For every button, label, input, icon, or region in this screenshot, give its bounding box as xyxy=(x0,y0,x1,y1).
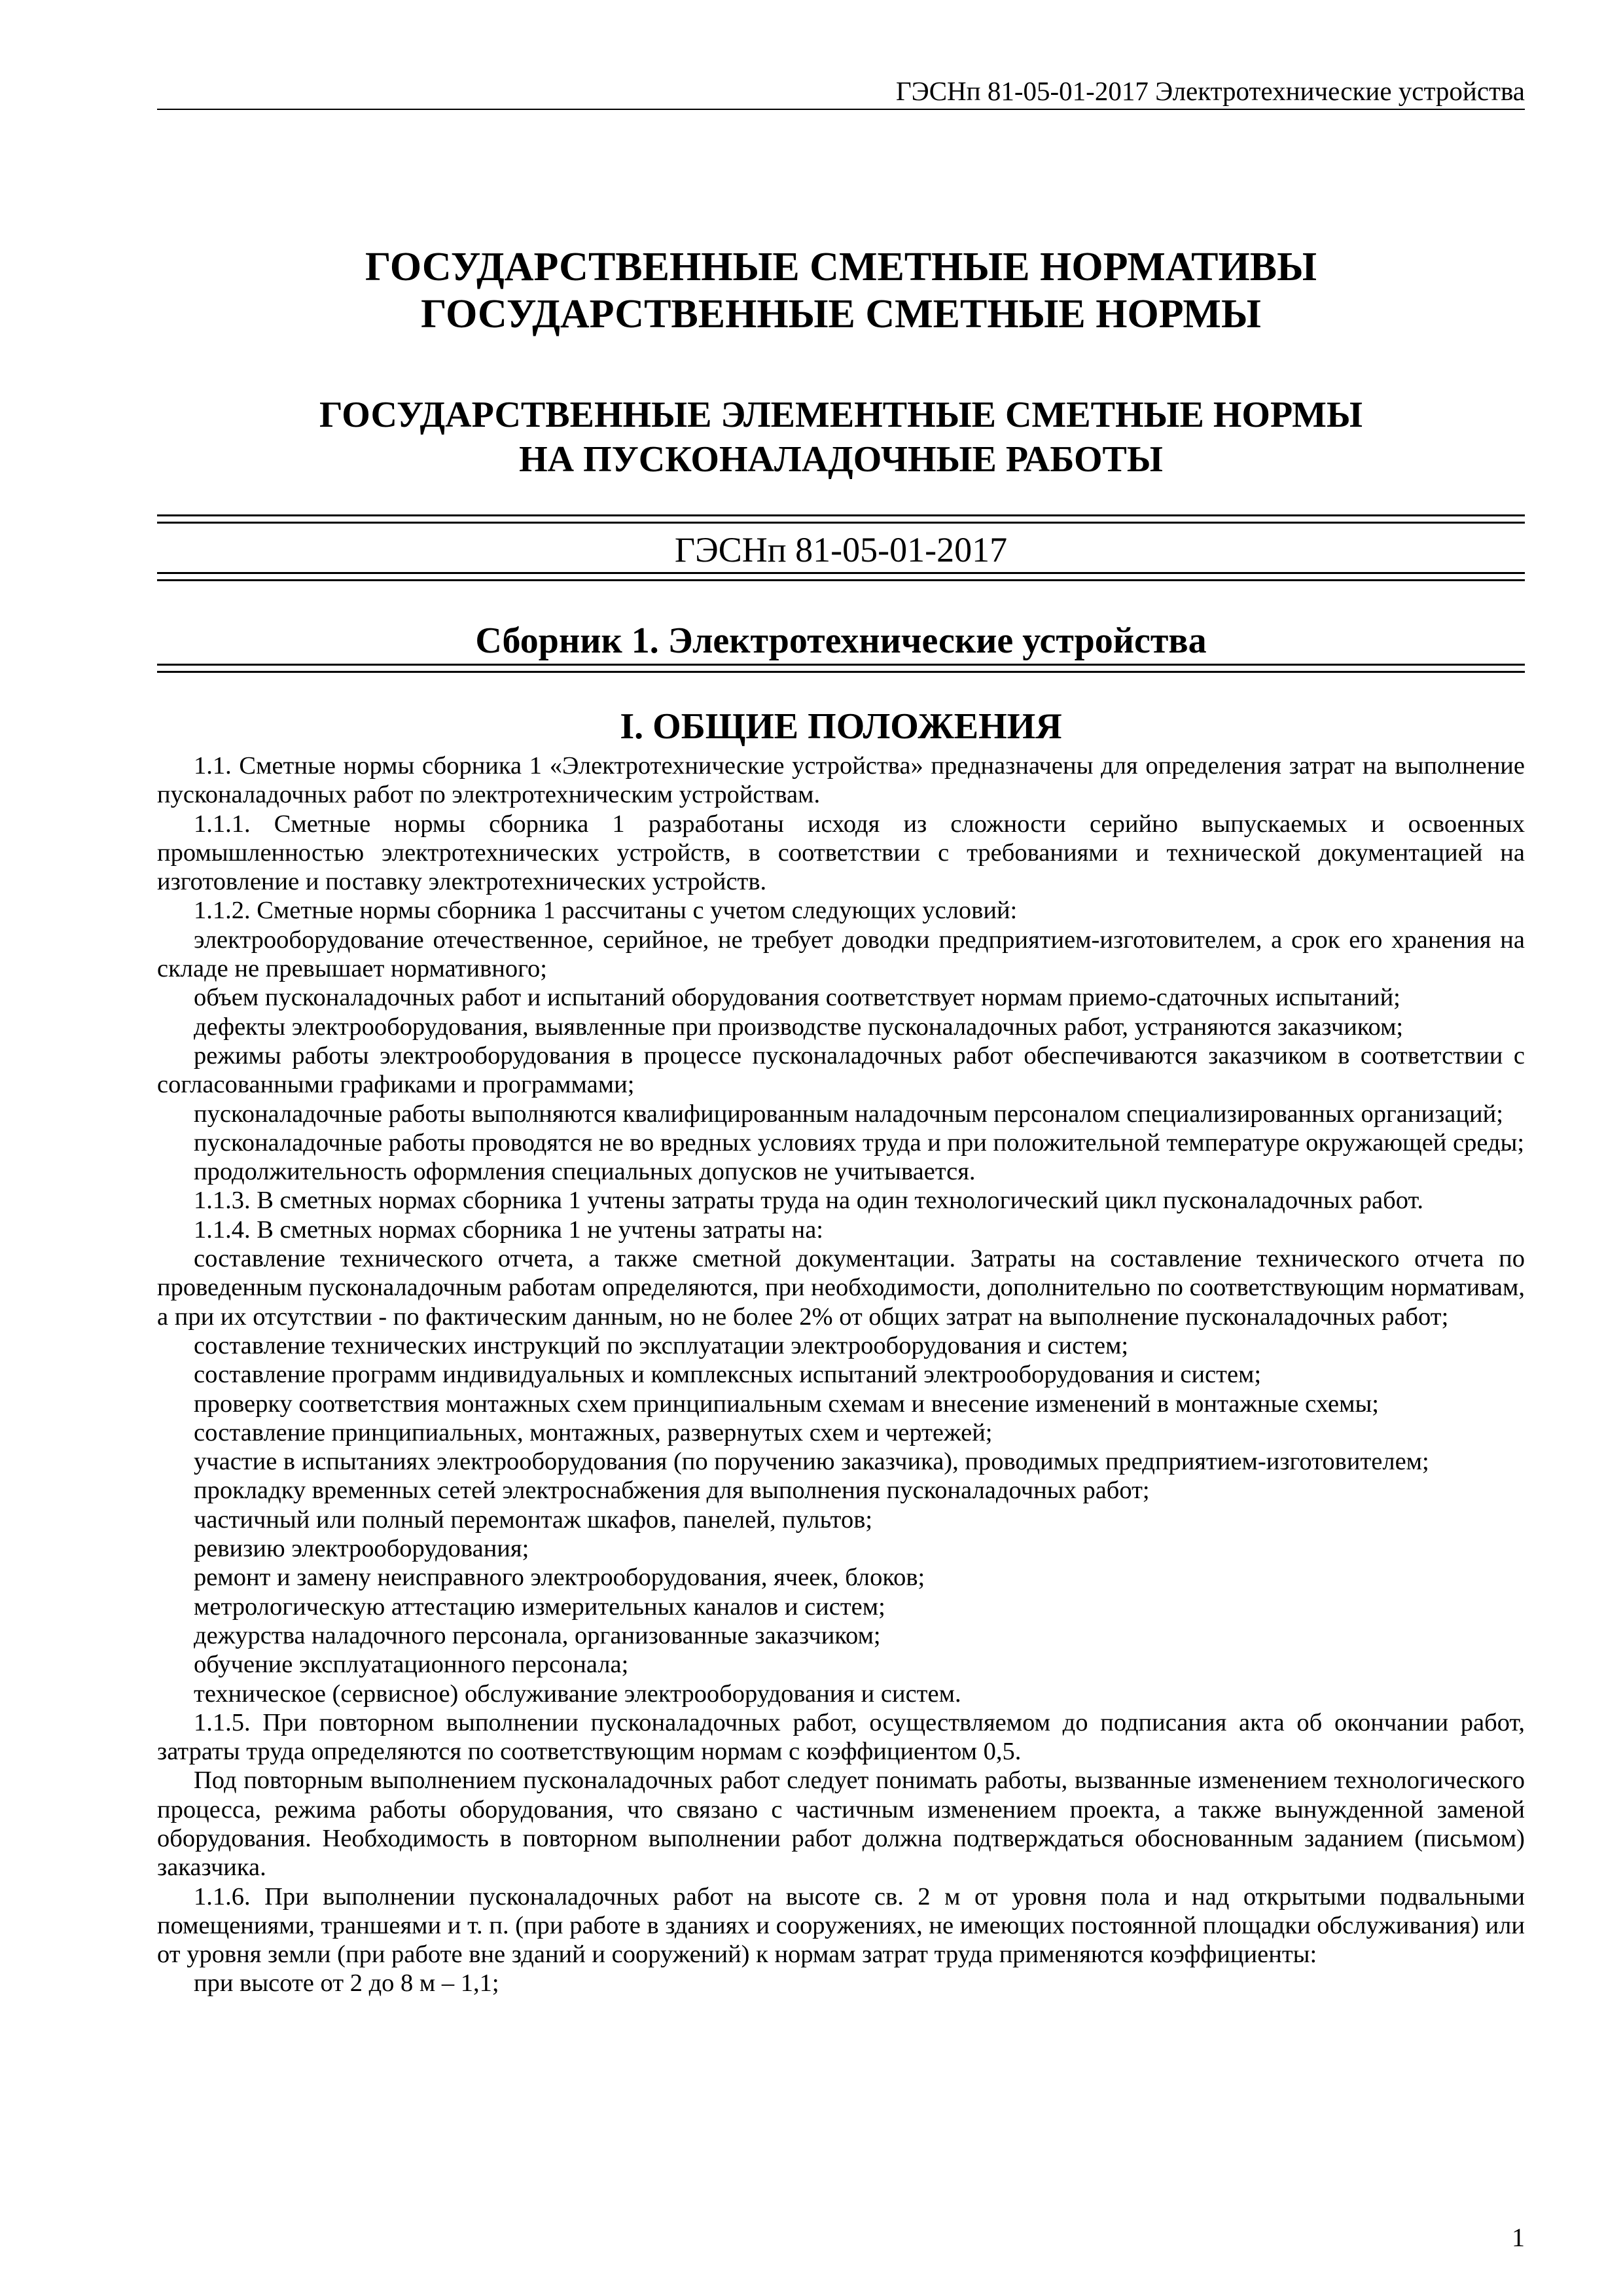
title-sub xyxy=(157,393,1525,482)
header-rule xyxy=(157,109,1525,110)
list-item: режимы работы электрооборудования в процессе пусконаладочных работ обеспечиваются заказчиком в соответствии с согласованными графиками и программами; xyxy=(157,1041,1525,1099)
paragraph: 1.1.1. Сметные нормы сборника 1 разработаны исходя из сложности серийно выпускаемых и освоенных промышленностью электротехнических устройств, в соответствии с требованиями и технической документацией на изготовление и поставку электротехнических устройств. xyxy=(157,810,1525,896)
title-line-4: НА ПУСКОНАЛАДОЧНЫЕ РАБОТЫ xyxy=(519,439,1163,480)
list-item: продолжительность оформления специальных допусков не учитывается. xyxy=(194,1158,976,1186)
paragraph: 1.1.6. При выполнении пусконаладочных работ на высоте св. 2 м от уровня пола и над открытыми подвальными помещениями, траншеями и т. п. (при работе в зданиях и сооружениях, не имеющих постоянной площадки обслуживания) или от уровня земли (при работе вне зданий и сооружений) к нормам затрат труда применяются коэффициенты: xyxy=(157,1882,1525,1969)
list-item: ремонт и замену неисправного электрооборудования, ячеек, блоков; xyxy=(194,1564,925,1592)
collection-title: Сборник 1. Электротехнические устройства xyxy=(475,620,1207,661)
list-item: проверку соответствия монтажных схем принципиальным схемам и внесение изменений в монтажные схемы; xyxy=(194,1390,1380,1418)
list-item: обучение эксплуатационного персонала; xyxy=(194,1651,629,1679)
list-item: техническое (сервисное) обслуживание электрооборудования и систем. xyxy=(194,1679,961,1708)
list-item: составление программ индивидуальных и комплексных испытаний электрооборудования и систем; xyxy=(194,1361,1262,1389)
list-item: метрологическую аттестацию измерительных каналов и систем; xyxy=(194,1592,885,1621)
double-rule-top xyxy=(157,514,1525,524)
list-item: дефекты электрооборудования, выявленные при производстве пусконаладочных работ, устраняются заказчиком; xyxy=(194,1013,1404,1041)
double-rule-middle xyxy=(157,572,1525,581)
list-item: составление технических инструкций по эксплуатации электрооборудования и систем; xyxy=(194,1331,1129,1359)
paragraph: Под повторным выполнением пусконаладочных работ следует понимать работы, вызванные изменением технологического процесса, режима работы оборудования, что связано с частичным изменением проекта, а также вынужденной заменой оборудования. Необходимость в повторном выполнении работ должна подтверждаться обоснованным заданием (письмом) заказчика. xyxy=(157,1767,1525,1882)
paragraph: 1.1. Сметные нормы сборника 1 «Электротехнические устройства» предназначены для определения затрат на выполнение пусконаладочных работ по электротехническим устройствам. xyxy=(157,752,1525,809)
title-line-2: ГОСУДАРСТВЕННЫЕ СМЕТНЫЕ НОРМЫ xyxy=(421,292,1261,336)
double-rule-bottom xyxy=(157,664,1525,673)
list-item: электрооборудование отечественное, серийное, не требует доводки предприятием-изготовителем, а срок его хранения на складе не превышает нормативного; xyxy=(157,925,1525,983)
paragraph: 1.1.5. При повторном выполнении пусконаладочных работ, осуществляемом до подписания акта об окончании работ, затраты труда определяются по соответствующим нормам с коэффициентом 0,5. xyxy=(157,1708,1525,1766)
title-line-1: ГОСУДАРСТВЕННЫЕ СМЕТНЫЕ НОРМАТИВЫ xyxy=(365,245,1317,289)
paragraph: 1.1.2. Сметные нормы сборника 1 рассчитаны с учетом следующих условий: xyxy=(194,897,1018,925)
list-item: пусконаладочные работы проводятся не во вредных условиях труда и при положительной температуре окружающей среды; xyxy=(194,1128,1525,1157)
list-item: прокладку временных сетей электроснабжения для выполнения пусконаладочных работ; xyxy=(194,1477,1150,1505)
list-item: участие в испытаниях электрооборудования (по поручению заказчика), проводимых предприятием-изготовителем; xyxy=(194,1448,1429,1476)
title-main xyxy=(157,243,1525,338)
paragraph: 1.1.4. В сметных нормах сборника 1 не учтены затраты на: xyxy=(194,1215,823,1244)
list-item: при высоте от 2 до 8 м – 1,1; xyxy=(194,1969,499,1998)
list-item: пусконаладочные работы выполняются квалифицированным наладочным персоналом специализированных организаций; xyxy=(194,1100,1503,1128)
list-item: ревизию электрооборудования; xyxy=(194,1535,529,1563)
page-number: 1 xyxy=(1512,2223,1525,2252)
list-item: частичный или полный перемонтаж шкафов, панелей, пультов; xyxy=(194,1505,873,1534)
title-line-3: ГОСУДАРСТВЕННЫЕ ЭЛЕМЕНТНЫЕ СМЕТНЫЕ НОРМЫ xyxy=(319,395,1363,435)
document-code: ГЭСНп 81-05-01-2017 xyxy=(674,530,1008,569)
running-header: ГЭСНп 81-05-01-2017 Электротехнические устройства xyxy=(895,76,1525,106)
section-body xyxy=(157,751,1525,1998)
section-heading: I. ОБЩИЕ ПОЛОЖЕНИЯ xyxy=(620,706,1062,747)
list-item: дежурства наладочного персонала, организованные заказчиком; xyxy=(194,1621,881,1649)
paragraph: 1.1.3. В сметных нормах сборника 1 учтены затраты труда на один технологический цикл пусконаладочных работ. xyxy=(194,1187,1424,1215)
list-item: составление принципиальных, монтажных, развернутых схем и чертежей; xyxy=(194,1418,993,1446)
list-item: составление технического отчета, а также сметной документации. Затраты на составление технического отчета по проведенным пусконаладочным работам определяются, при необходимости, дополнительно по соответствующим нормативам, а при их отсутствии - по фактическим данным, но не более 2% от общих затрат на выполнение пусконаладочных работ; xyxy=(157,1245,1525,1331)
list-item: объем пусконаладочных работ и испытаний оборудования соответствует нормам приемо-сдаточных испытаний; xyxy=(194,984,1400,1012)
